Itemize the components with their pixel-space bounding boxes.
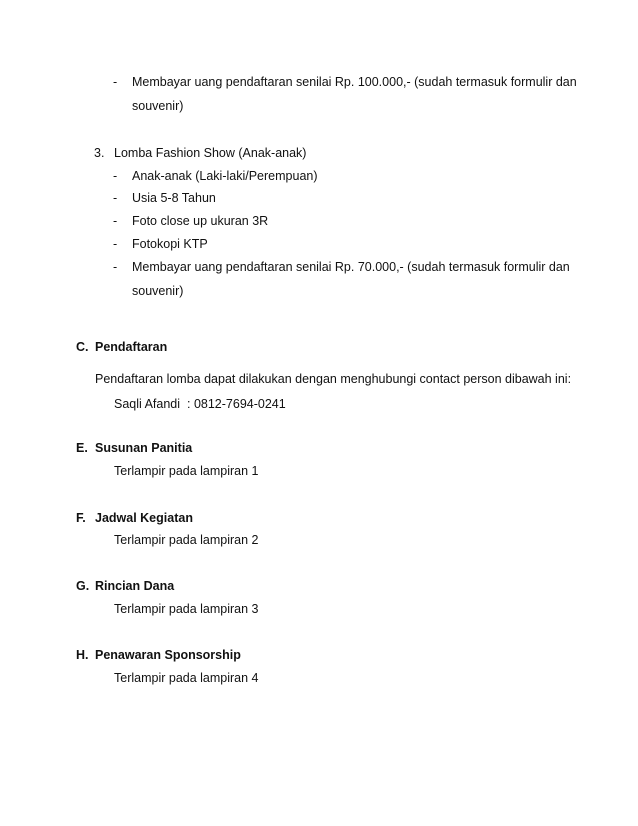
contact-name: Saqli Afandi [114, 397, 181, 411]
list-dash: - [113, 214, 118, 228]
section-heading: Susunan Panitia [95, 441, 193, 455]
section-body: Pendaftaran lomba dapat dilakukan dengan menghubungi contact person dibawah ini: [95, 372, 572, 386]
fee-text-line1: Membayar uang pendaftaran senilai Rp. 100.000,- (sudah termasuk formulir dan [132, 75, 577, 89]
section-body: Terlampir pada lampiran 3 [114, 602, 259, 616]
list-dash: - [113, 237, 118, 251]
section-heading: Rincian Dana [95, 579, 175, 593]
fee-text-line2: souvenir) [132, 284, 184, 298]
list-number: 3. [94, 146, 105, 160]
list-item: Foto close up ukuran 3R [132, 214, 269, 228]
fee-text-line2: souvenir) [132, 99, 184, 113]
list-item: Membayar uang pendaftaran senilai Rp. 70.000,- (sudah termasuk formulir dan [132, 260, 570, 274]
list-item: Usia 5-8 Tahun [132, 191, 216, 205]
section-letter: G. [76, 579, 90, 593]
list-dash: - [113, 169, 118, 183]
list-dash: - [113, 191, 118, 205]
list-item: Anak-anak (Laki-laki/Perempuan) [132, 169, 318, 183]
list-item-title: Lomba Fashion Show (Anak-anak) [114, 146, 307, 160]
section-letter: C. [76, 340, 89, 354]
contact-phone: : 0812-7694-0241 [187, 397, 286, 411]
section-heading: Jadwal Kegiatan [95, 511, 193, 525]
list-dash: - [113, 75, 118, 89]
section-letter: F. [76, 511, 86, 525]
section-letter: E. [76, 441, 88, 455]
section-heading: Pendaftaran [95, 340, 168, 354]
section-body: Terlampir pada lampiran 4 [114, 671, 259, 685]
list-dash: - [113, 260, 118, 274]
section-body: Terlampir pada lampiran 2 [114, 533, 259, 547]
section-letter: H. [76, 648, 89, 662]
section-heading: Penawaran Sponsorship [95, 648, 241, 662]
section-body: Terlampir pada lampiran 1 [114, 464, 259, 478]
list-item: Fotokopi KTP [132, 237, 208, 251]
